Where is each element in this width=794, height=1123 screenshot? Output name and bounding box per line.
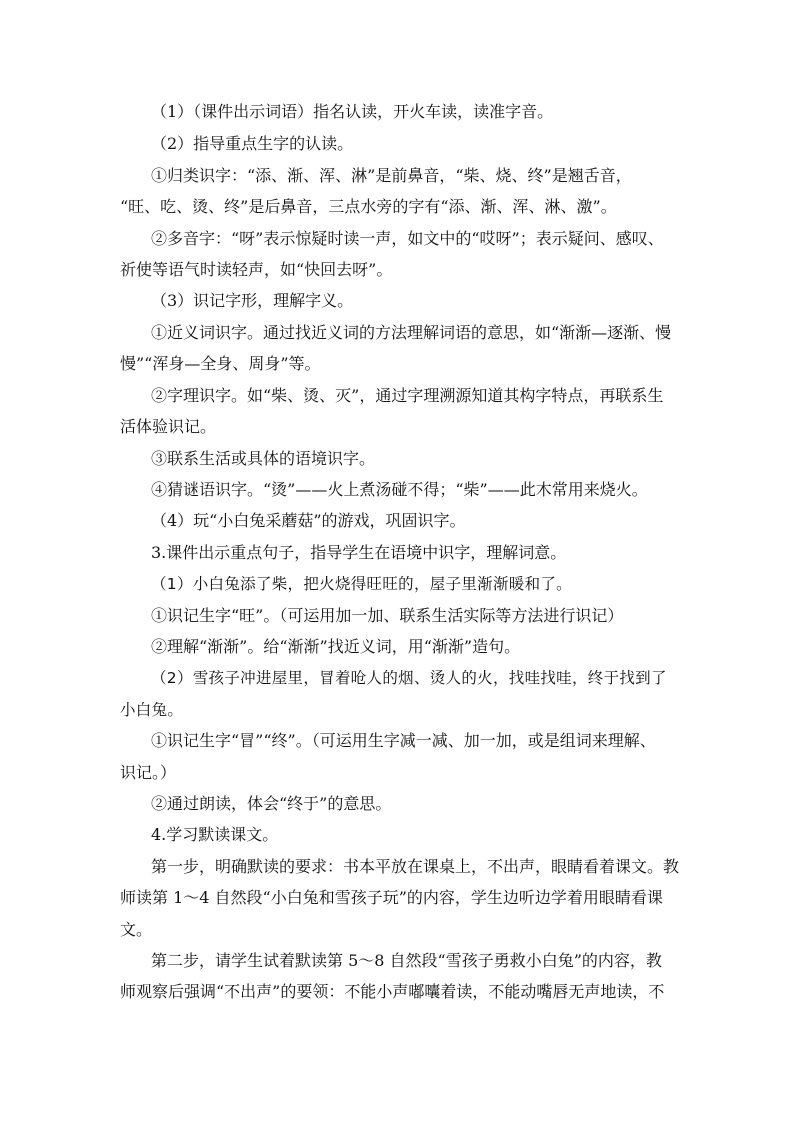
text-line: 4.学习默读课文。 xyxy=(151,825,279,844)
text-line: （2）指导重点生字的认读。 xyxy=(151,134,354,153)
text-line: ②字理识字。如“柴、烫、灭”，通过字理溯源知道其构字特点，再联系生 xyxy=(151,386,664,405)
text-line: 慢”“浑身—全身、周身”等。 xyxy=(120,354,321,373)
text-line: ①近义词识字。通过找近义词的方法理解词语的意思，如“渐渐—逐渐、慢 xyxy=(151,323,672,342)
text-line: ②理解“渐渐”。给“渐渐”找近义词，用“渐渐”造句。 xyxy=(151,637,521,656)
text-line: “旺、吃、烫、终”是后鼻音，三点水旁的字有“添、渐、浑、淋、激”。 xyxy=(120,197,617,216)
text-line: ②通过朗读，体会“终于”的意思。 xyxy=(151,794,392,813)
text-line: ①识记生字“冒”“终”。（可运用生字减一减、加一加，或是组词来理解、 xyxy=(151,731,656,750)
text-line: ①归类识字：“添、渐、浑、淋”是前鼻音，“柴、烧、终”是翘舌音， xyxy=(151,166,632,185)
text-line: ③联系生活或具体的语境识字。 xyxy=(151,449,376,468)
text-line: （3）识记字形，理解字义。 xyxy=(151,291,354,310)
text-line: 识记。） xyxy=(120,763,177,782)
key-sentence: （2）雪孩子冲进屋里，冒着呛人的烟、烫人的火，找哇找哇，终于找到了 xyxy=(151,669,667,687)
text-line: ②多音字：“呀”表示惊疑时读一声，如文中的“哎呀”；表示疑问、感叹、 xyxy=(151,229,664,248)
text-line: 文。 xyxy=(120,920,153,939)
text-line: 活体验识记。 xyxy=(120,417,217,436)
text-line: 师读第 1～4 自然段“小白兔和雪孩子玩”的内容，学生边听边学着用眼睛看课 xyxy=(120,888,663,907)
text-line: 第一步，明确默读的要求：书本平放在课桌上，不出声，眼睛看着课文。教 xyxy=(151,857,680,876)
text-line: （4）玩“小白兔采蘑菇”的游戏，巩固识字。 xyxy=(151,511,466,530)
text-line: 第二步，请学生试着默读第 5～8 自然段“雪孩子勇救小白兔”的内容，教 xyxy=(151,951,662,970)
text-line: （1）（课件出示词语）指名认读，开火车读，读准字音。 xyxy=(151,102,554,121)
text-line: 师观察后强调“不出声”的要领：不能小声嘟囔着读，不能动嘴唇无声地读，不 xyxy=(120,982,665,1001)
key-sentence: （1）小白兔添了柴，把火烧得旺旺的，屋子里渐渐暖和了。 xyxy=(151,575,572,593)
text-line: 祈使等语气时读轻声，如“快回去呀”。 xyxy=(120,260,393,279)
key-sentence: 小白兔。 xyxy=(120,701,184,719)
text-line: ④猜谜语识字。“烫”——火上煮汤碰不得；“柴”——此木常用来烧火。 xyxy=(151,480,648,499)
text-line: ①识记生字“旺”。（可运用加一加、联系生活实际等方法进行识记） xyxy=(151,606,624,625)
text-line: 3.课件出示重点句子，指导学生在语境中识字，理解词意。 xyxy=(151,543,567,562)
